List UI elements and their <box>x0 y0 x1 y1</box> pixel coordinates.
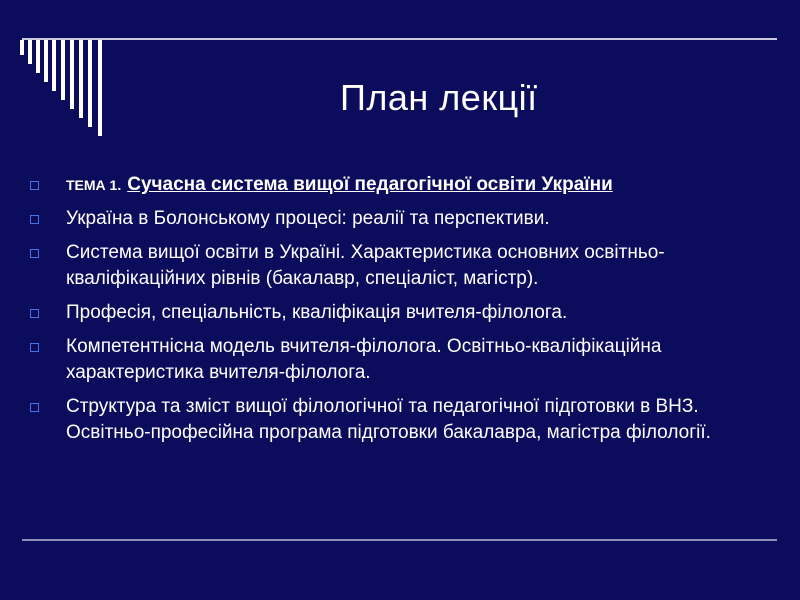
bottom-rule <box>22 539 777 541</box>
list-item-text: Компетентнісна модель вчителя-філолога. Освітньо-кваліфікаційна характеристика вчителя-філолога. <box>66 336 662 383</box>
list-item-text: Структура та зміст вищої філологічної та педагогічної підготовки в ВНЗ. Освітньо-професійна програма підготовки бакалавра, магістра філології. <box>66 396 711 443</box>
list-item <box>26 300 781 326</box>
list-item-text: Система вищої освіти в Україні. Характеристика основних освітньо-кваліфікаційних рівнів (бакалавр, спеціаліст, магістр). <box>66 242 665 289</box>
list-item <box>26 334 781 386</box>
lecture-plan-list <box>26 172 781 454</box>
list-item-text: Професія, спеціальність, кваліфікація вчителя-філолога. <box>66 302 568 323</box>
list-item <box>26 206 781 232</box>
list-item <box>26 240 781 292</box>
bullet-square-icon <box>30 249 39 258</box>
bullet-square-icon <box>30 215 39 224</box>
slide-title: План лекції <box>340 77 538 118</box>
bullet-square-icon <box>30 343 39 352</box>
bullet-square-icon <box>30 403 39 412</box>
theme-title: Сучасна система вищої педагогічної освіти України <box>127 174 613 195</box>
list-item-theme <box>26 172 781 198</box>
list-item <box>26 394 781 446</box>
top-rule <box>22 38 777 40</box>
bullet-square-icon <box>30 309 39 318</box>
theme-prefix: ТЕМА 1. <box>66 177 122 193</box>
bullet-square-icon <box>30 181 39 190</box>
list-item-text: Україна в Болонському процесі: реалії та перспективи. <box>66 208 550 229</box>
